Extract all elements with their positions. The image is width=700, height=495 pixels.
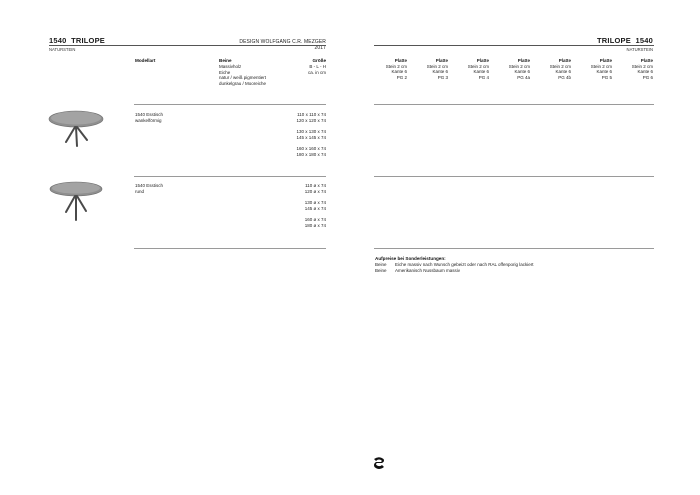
size-value: 180 ø x 74 (304, 222, 326, 228)
table-top-highlight (52, 182, 100, 193)
column-material: Stein 2 cm (549, 63, 571, 69)
price-column (572, 58, 612, 80)
column-header: Platte (599, 58, 612, 63)
surcharge-label: Beine (375, 262, 387, 267)
size-value: 110 ø x 74 (305, 183, 326, 188)
left-row-divider (134, 104, 326, 105)
right-title (560, 36, 653, 45)
legs-description (219, 64, 266, 86)
surcharge-text: Amerikanisch Nussbaum massiv (395, 268, 461, 273)
column-price-group: PG 4 (478, 74, 489, 80)
header-model: Modellart (135, 58, 156, 63)
column-edge: Kante 6 (432, 69, 448, 75)
column-price-group: PG 6 (642, 74, 653, 80)
column-price-group: PG 4a (517, 74, 530, 80)
column-price-group: PG 2 (396, 74, 407, 80)
model-line: 1540 Esstisch (135, 183, 164, 188)
column-header: Platte (558, 58, 571, 63)
size-description (276, 64, 326, 75)
row-1-sizes (256, 112, 326, 158)
column-header: Platte (640, 58, 653, 63)
size-value: 145 ø x 74 (304, 205, 326, 211)
table-legs (66, 196, 86, 220)
price-column (490, 58, 530, 80)
column-edge: Kante 6 (637, 69, 653, 75)
surcharge-text: Eiche massiv nach Wunsch gebeizt oder nach RAL offenporig lackiert (395, 262, 534, 267)
surcharge-label: Beine (375, 268, 387, 273)
left-title-number: 1540 (49, 36, 67, 45)
column-header: Platte (394, 58, 407, 63)
column-edge: Kante 6 (555, 69, 571, 75)
model-line: rund (135, 188, 145, 194)
size-value: 130 x 130 x 74 (296, 129, 326, 135)
table-shaped-image (46, 108, 106, 148)
column-edge: Kante 6 (473, 69, 489, 75)
left-subtitle: NATURSTEIN (49, 47, 76, 52)
left-title (49, 36, 105, 45)
design-credit: DESIGN WOLFGANG C.R. MEZGER 2017 (239, 39, 326, 51)
legs-line: Eiche (219, 69, 231, 75)
right-row-divider (374, 104, 654, 105)
legs-line: Massivholz (219, 64, 242, 69)
size-line: B - L - H (309, 64, 326, 69)
price-column (613, 58, 653, 80)
size-value: 160 ø x 74 (304, 217, 326, 223)
size-value: 120 x 120 x 74 (296, 117, 326, 123)
right-header-rule (374, 45, 654, 46)
price-column (449, 58, 489, 80)
column-header: Platte (517, 58, 530, 63)
model-line: wankelförmig (135, 117, 162, 123)
size-value: 130 ø x 74 (304, 200, 326, 206)
price-column (408, 58, 448, 80)
column-material: Stein 2 cm (467, 63, 489, 69)
table-legs (66, 127, 87, 146)
column-material: Stein 2 cm (385, 63, 407, 69)
model-line: 1540 Esstisch (135, 112, 164, 117)
right-title-number: 1540 (635, 36, 653, 45)
right-row-divider (374, 248, 654, 249)
column-header: Platte (476, 58, 489, 63)
column-edge: Kante 6 (596, 69, 612, 75)
header-legs: Beine (219, 58, 232, 63)
right-subtitle: NATURSTEIN (626, 47, 653, 52)
column-material: Stein 2 cm (426, 63, 448, 69)
size-value: 180 x 180 x 74 (296, 151, 326, 157)
brand-logo-icon (372, 456, 386, 470)
price-column (367, 58, 407, 80)
surcharge-title: Aufpreise bei Sonderleistungen: (375, 256, 446, 261)
left-row-divider (134, 248, 326, 249)
column-price-group: PG 5 (601, 74, 612, 80)
left-title-name: TRILOPE (71, 36, 105, 45)
row-2-model (135, 183, 163, 194)
table-round-image (46, 180, 106, 224)
column-material: Stein 2 cm (631, 63, 653, 69)
size-value: 145 x 145 x 74 (296, 134, 326, 140)
header-size: Größe (312, 58, 326, 63)
price-column (531, 58, 571, 80)
column-material: Stein 2 cm (590, 63, 612, 69)
size-line: ca. in cm (307, 69, 326, 75)
table-top-highlight (51, 112, 101, 125)
row-1-model (135, 112, 163, 123)
legs-line: dunkelgrau / Mooreiche (219, 80, 267, 86)
size-value: 120 ø x 74 (304, 188, 326, 194)
right-title-name: TRILOPE (597, 36, 631, 45)
column-edge: Kante 6 (391, 69, 407, 75)
left-header-rule (49, 45, 326, 46)
right-row-divider (374, 176, 654, 177)
column-material: Stein 2 cm (508, 63, 530, 69)
size-value: 110 x 110 x 74 (297, 112, 326, 117)
column-header: Platte (435, 58, 448, 63)
column-edge: Kante 6 (514, 69, 530, 75)
size-value: 160 x 160 x 74 (296, 146, 326, 152)
column-price-group: PG 4b (558, 74, 571, 80)
legs-line: natur / weiß pigmentiert (219, 75, 267, 81)
column-price-group: PG 3 (437, 74, 448, 80)
left-row-divider (134, 176, 326, 177)
row-2-sizes (256, 183, 326, 229)
